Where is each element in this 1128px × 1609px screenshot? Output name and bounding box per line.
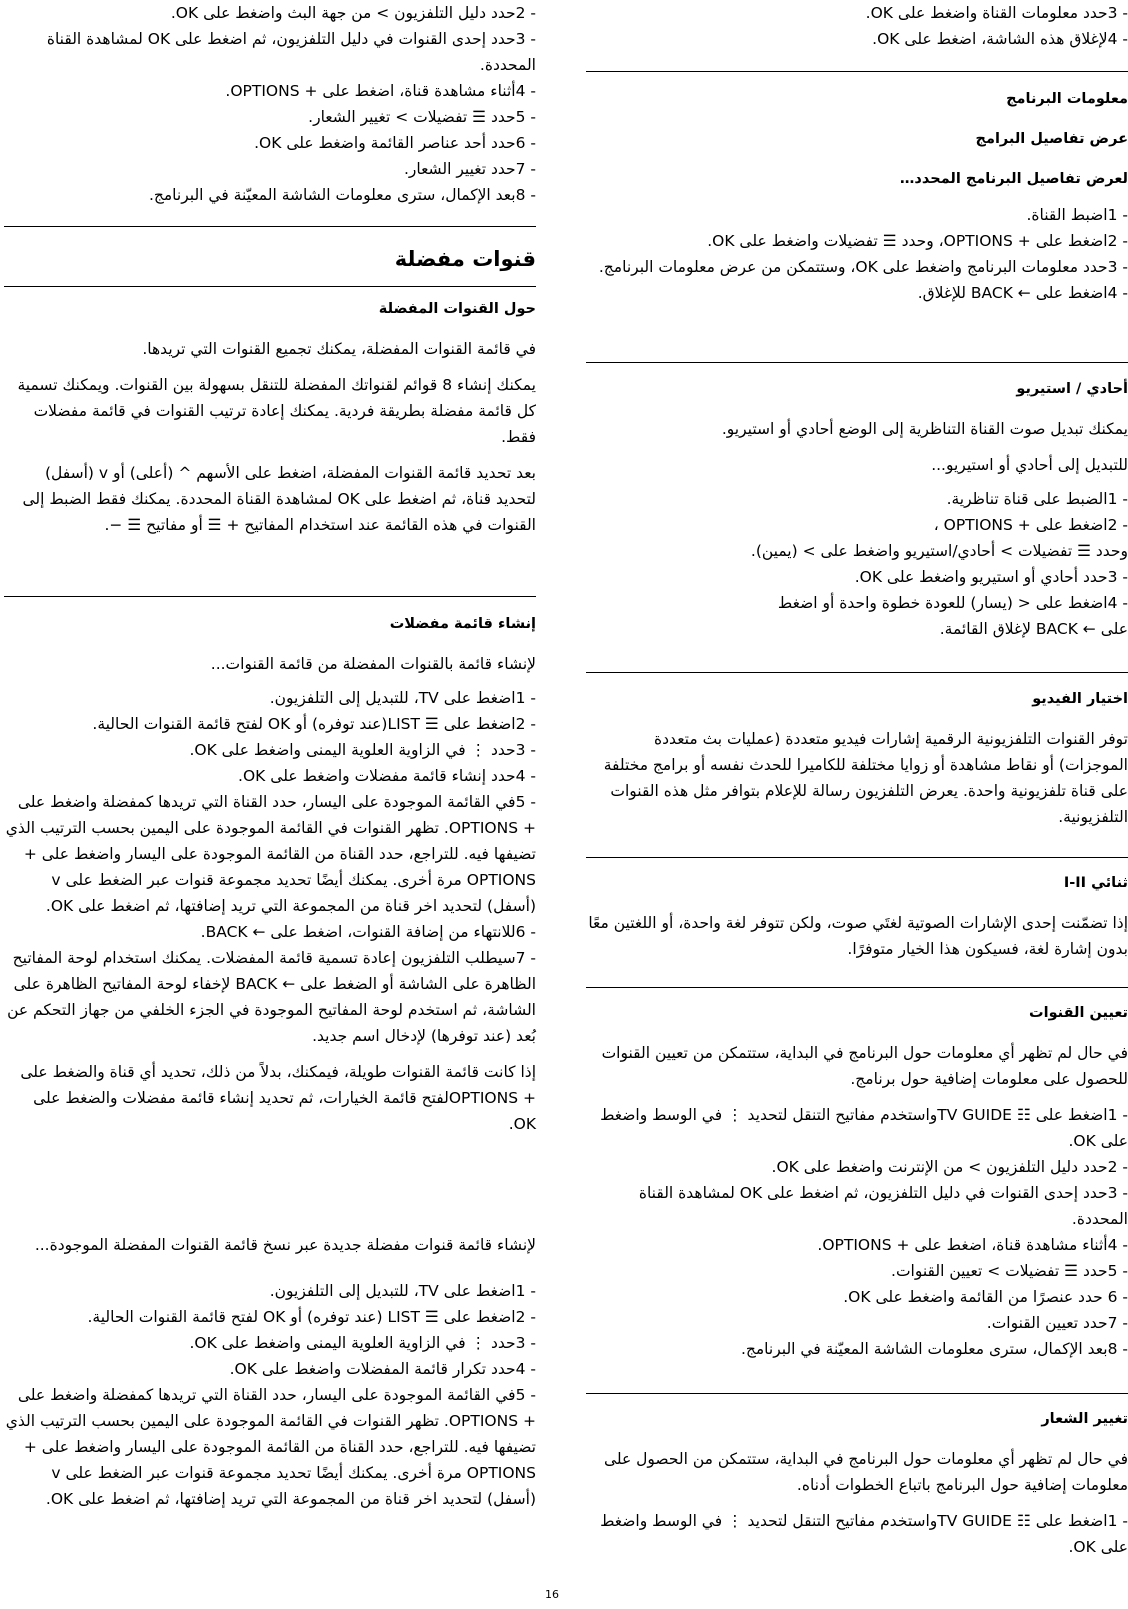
video-select-section	[586, 686, 1128, 830]
step: - 1اضغط على TV، للتبديل إلى التلفزيون.	[269, 689, 536, 707]
intro: لإنشاء قائمة قنوات مفضلة جديدة عبر نسخ قائمة القنوات المفضلة الموجودة...	[34, 1236, 536, 1254]
step: - 3حدد معلومات البرنامج واضغط على OK، وستتمكن من عرض معلومات البرنامج.	[598, 258, 1128, 276]
step: - 1اضغط على ☷ TV GUIDEواستخدم مفاتيح التنقل لتحديد ⋮ في الوسط واضغط على OK.	[600, 1512, 1128, 1556]
paragraph: إذا تضمّنت إحدى الإشارات الصوتية لغتَي صوت، ولكن تتوفر لغة واحدة، أو اللغتين معًا بدون إشارة لغة، فسيكون هذا الخيار متوفرًا.	[588, 914, 1128, 958]
paragraph: في قائمة القنوات المفضلة، يمكنك تجميع القنوات التي تريدها.	[142, 340, 536, 358]
section-heading: تعيين القنوات	[1029, 1005, 1128, 1021]
step: - 3حدد إحدى القنوات في دليل التلفزيون، ثم اضغط على OK لمشاهدة القناة المحددة.	[638, 1184, 1128, 1228]
section-heading: ثنائي I-II	[1063, 875, 1128, 891]
section-heading: أحادي / استيريو	[1016, 381, 1128, 397]
section-heading: معلومات البرنامج	[1006, 91, 1128, 107]
step: - 1الضبط على قناة تناظرية.	[946, 490, 1128, 508]
step: - 4أثناء مشاهدة قناة، اضغط على + OPTIONS.	[225, 82, 536, 100]
section-heading: اختيار الفيديو	[1032, 691, 1128, 707]
divider	[4, 286, 536, 287]
paragraph: بعد تحديد قائمة القنوات المفضلة، اضغط على الأسهم ^ (أعلى) أو v (أسفل) لتحديد قناة، ثم اضغط على OK لمشاهدة القناة المحددة. يمكنك فقط الضبط إلى القنوات في هذه القائمة عند استخدام المفاتيح + ☰ أو مفاتيح ☰ −.	[22, 464, 536, 534]
mono-stereo-section	[586, 376, 1128, 642]
program-info-section	[586, 86, 1128, 306]
step: - 4لإغلاق هذه الشاشة، اضغط على OK.	[872, 30, 1128, 48]
step: - 5حدد ☰ تفضيلات > تعيين القنوات.	[891, 1262, 1128, 1280]
divider	[586, 987, 1128, 988]
divider	[586, 362, 1128, 363]
intro: لإنشاء قائمة بالقنوات المفضلة من قائمة القنوات...	[210, 655, 536, 673]
step: - 2اضغط على + OPTIONS، وحدد ☰ تفضيلات واضغط على OK.	[707, 232, 1128, 250]
step: - 3حدد ⋮ في الزاوية العلوية اليمنى واضغط على OK.	[189, 1334, 536, 1352]
paragraph: يمكنك تبديل صوت القناة التناظرية إلى الوضع أحادي أو استيريو.	[721, 420, 1128, 438]
paragraph: توفر القنوات التلفزيونية الرقمية إشارات فيديو متعددة (عمليات بث متعددة الموجزات) أو نقاط مشاهدة أو زوايا مختلفة للكاميرا للحدث نفسه أو برامج مختلفة على قناة تلفزيونية واحدة. يعرض التلفزيون رسالة للإعلام بتوافر مثل هذه القنوات التلفزيونية.	[603, 730, 1128, 826]
top-steps	[4, 0, 536, 208]
step: - 1اضغط على TV، للتبديل إلى التلفزيون.	[269, 1282, 536, 1300]
divider	[586, 71, 1128, 72]
intro: للتبديل إلى أحادي أو استيريو...	[931, 456, 1128, 474]
step: - 2اضغط على ☰ LIST (عند توفره) أو OK لفتح قائمة القنوات الحالية.	[87, 1308, 536, 1326]
divider	[586, 672, 1128, 673]
step: - 6 حدد عنصرًا من القائمة واضغط على OK.	[843, 1288, 1128, 1306]
step: - 4حدد تكرار قائمة المفضلات واضغط على OK.	[229, 1360, 536, 1378]
step: - 6للانتهاء من إضافة القنوات، اضغط على ← BACK.	[200, 923, 536, 941]
change-logo-section	[586, 1406, 1128, 1560]
step: - 2حدد دليل التلفزيون > من الإنترنت واضغط على OK.	[771, 1158, 1128, 1176]
step: - 8بعد الإكمال، سترى معلومات الشاشة المعيّنة في البرنامج.	[148, 186, 536, 204]
divider	[4, 596, 536, 597]
step: - 2حدد دليل التلفزيون > من جهة البث واضغط على OK.	[170, 4, 536, 22]
page-title: قنوات مفضلة	[394, 247, 536, 271]
section-heading: إنشاء قائمة مفضلات	[389, 616, 536, 632]
step: على ← BACK لإغلاق القائمة.	[939, 620, 1128, 638]
assign-channels-section	[586, 1000, 1128, 1362]
step: - 7حدد تغيير الشعار.	[403, 160, 536, 178]
top-steps	[586, 0, 1128, 52]
step: - 2اضغط على ☰ LIST(عند توفره) أو OK لفتح قائمة القنوات الحالية.	[92, 715, 536, 733]
step: - 7حدد تعيين القنوات.	[986, 1314, 1128, 1332]
step: - 7سيطلب التلفزيون إعادة تسمية قائمة المفضلات. يمكنك استخدام لوحة المفاتيح الظاهرة على الشاشة أو الضغط على ← BACK لإخفاء لوحة المفاتيح الظاهرة على الشاشة، ثم استخدم لوحة المفاتيح الموجودة في الجزء الخلفي من جهاز التحكم عن بُعد (عند توفرها) لإدخال اسم جديد.	[7, 949, 536, 1045]
step: - 8بعد الإكمال، سترى معلومات الشاشة المعيّنة في البرنامج.	[740, 1340, 1128, 1358]
subheading: عرض تفاصيل البرامج	[975, 131, 1128, 147]
dual-section	[586, 870, 1128, 962]
step: - 1اضبط القناة.	[1026, 206, 1128, 224]
step: - 5في القائمة الموجودة على اليسار، حدد القناة التي تريدها كمفضلة واضغط على + OPTIONS. تظهر القنوات في القائمة الموجودة على اليمين بحسب الترتيب الذي تضيفها فيه. للتراجع، حدد القناة من القائمة الموجودة على اليسار واضغط على + OPTIONS مرة أخرى. يمكنك أيضًا تحديد مجموعة قنوات عبر الضغط على v (أسفل) لتحديد اخر قناة من المجموعة التي تريد إضافتها، ثم اضغط على OK.	[5, 1386, 536, 1508]
step: - 3حدد إحدى القنوات في دليل التلفزيون، ثم اضغط على OK لمشاهدة القناة المحددة.	[46, 30, 536, 74]
step: وحدد ☰ تفضيلات > أحادي/استيريو واضغط على > (يمين).	[750, 542, 1128, 560]
favorites-section	[4, 244, 536, 538]
copy-list-section	[4, 1232, 536, 1512]
note: إذا كانت قائمة القنوات طويلة، فيمكنك، بدلاً من ذلك، تحديد أي قناة والضغط على + OPTIONSلفتح قائمة الخيارات، ثم تحديد إنشاء قائمة مفضلات والضغط على OK.	[20, 1063, 536, 1133]
step: - 4حدد إنشاء قائمة مفضلات واضغط على OK.	[238, 767, 536, 785]
divider	[586, 1393, 1128, 1394]
divider	[586, 857, 1128, 858]
step: - 4أثناء مشاهدة قناة، اضغط على + OPTIONS.	[817, 1236, 1128, 1254]
step: - 4اضغط على < (يسار) للعودة خطوة واحدة أو اضغط	[777, 594, 1128, 612]
paragraph: في حال لم تظهر أي معلومات حول البرنامج في البداية، ستتمكن من تعيين القنوات للحصول على معلومات إضافية حول برنامج.	[601, 1044, 1128, 1088]
step: - 3حدد ⋮ في الزاوية العلوية اليمنى واضغط على OK.	[189, 741, 536, 759]
step: - 4اضغط على ← BACK للإغلاق.	[917, 284, 1128, 302]
paragraph: يمكنك إنشاء 8 قوائم لقنواتك المفضلة للتنقل بسهولة بين القنوات. ويمكنك تسمية كل قائمة مفضلة بطريقة فردية. يمكنك إعادة ترتيب القنوات في قائمة مفضلات فقط.	[17, 376, 536, 446]
step: - 5حدد ☰ تفضيلات > تغيير الشعار.	[308, 108, 536, 126]
intro: لعرض تفاصيل البرنامج المحدد…	[899, 171, 1128, 187]
step: - 1اضغط على ☷ TV GUIDEواستخدم مفاتيح التنقل لتحديد ⋮ في الوسط واضغط على OK.	[600, 1106, 1128, 1150]
step: - 2اضغط على + OPTIONS ،	[933, 516, 1128, 534]
page-number: 16	[545, 1588, 559, 1601]
step: - 5في القائمة الموجودة على اليسار، حدد القناة التي تريدها كمفضلة واضغط على + OPTIONS. تظهر القنوات في القائمة الموجودة على اليمين بحسب الترتيب الذي تضيفها فيه. للتراجع، حدد القناة من القائمة الموجودة على اليسار واضغط على + OPTIONS مرة أخرى. يمكنك أيضًا تحديد مجموعة قنوات عبر الضغط على v (أسفل) لتحديد اخر قناة من المجموعة التي تريد إضافتها، ثم اضغط على OK.	[5, 793, 536, 915]
step: - 3حدد أحادي أو استيريو واضغط على OK.	[854, 568, 1128, 586]
divider	[4, 226, 536, 227]
paragraph: في حال لم تظهر أي معلومات حول البرنامج في البداية، ستتمكن من الحصول على معلومات إضافية حول البرنامج باتباع الخطوات أدناه.	[603, 1450, 1128, 1494]
step: - 3حدد معلومات القناة واضغط على OK.	[865, 4, 1128, 22]
create-list-section	[4, 611, 536, 1137]
section-heading: حول القنوات المفضلة	[378, 301, 536, 317]
section-heading: تغيير الشعار	[1041, 1411, 1128, 1427]
step: - 6حدد أحد عناصر القائمة واضغط على OK.	[254, 134, 536, 152]
